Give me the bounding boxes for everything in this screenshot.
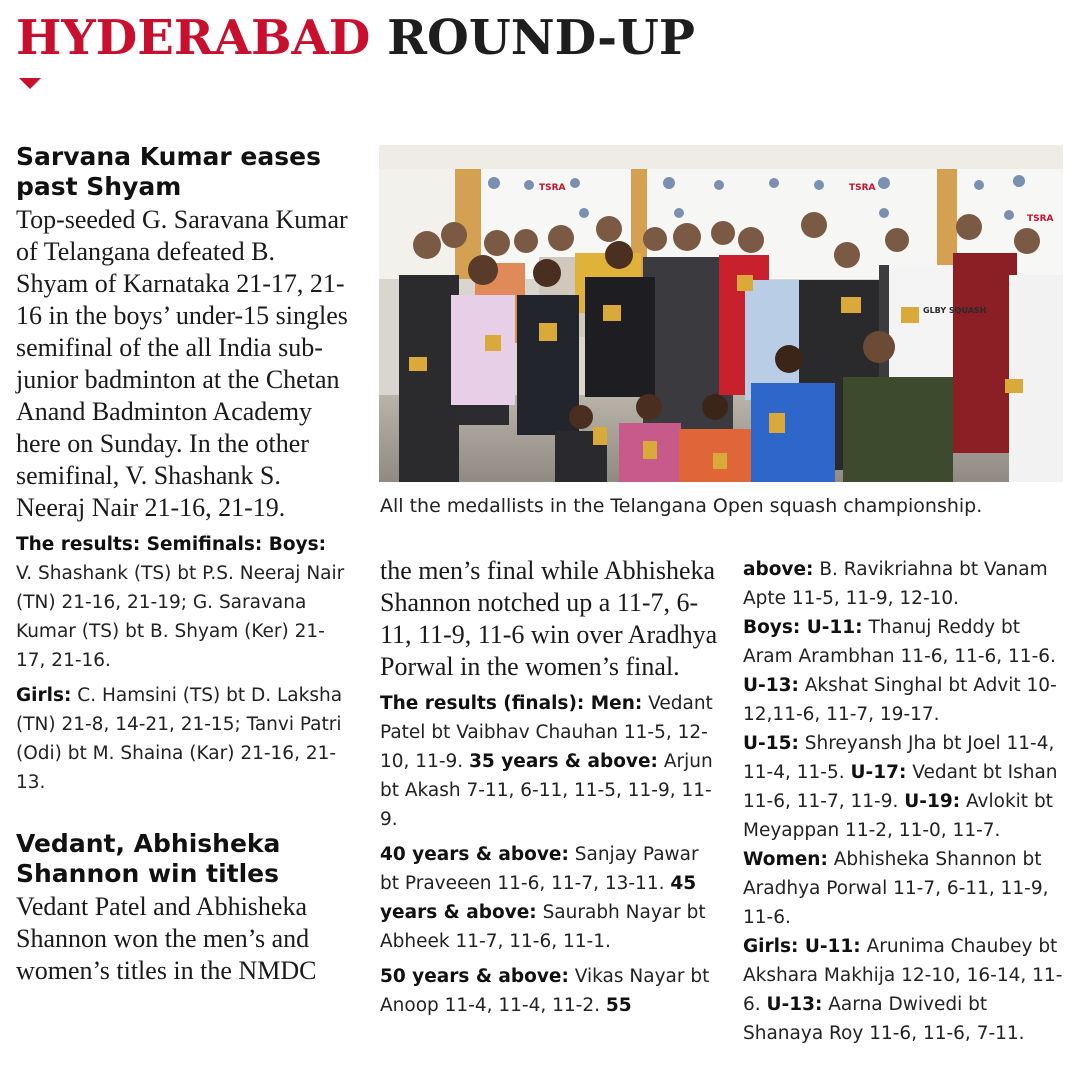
results-paragraph [380,962,720,1020]
results-text: Shreyansh Jha bt Joel 11-4, 11-4, 11-5. [743,733,1055,783]
masthead-city: HYDERABAD [16,10,371,66]
results-label: The results (finals): Men: [380,693,643,714]
column-middle [380,555,720,1020]
results-text: Avlokit bt Meyappan 11-2, 11-0, 11-7. [743,791,1053,841]
results-text: B. Ravikriahna bt Vanam Apte 11-5, 11-9, 12-10. [743,559,1048,609]
results-text: Abhisheka Shannon bt Aradhya Porwal 11-7, 6-11, 11-9, 11-6. [743,849,1049,928]
results-label: 40 years & above: [380,844,569,865]
story2-body-continued: the men’s final while Abhisheka Shannon notched up a 11-7, 6-11, 11-9, 11-6 win over Aradhya Porwal in the women’s final. [380,556,718,681]
results-text: Aarna Dwivedi bt Shanaya Roy 11-6, 11-6, 7-11. [743,994,1025,1044]
medallists-photo [379,145,1063,482]
story1-headline: Sarvana Kumar eases past Shyam [16,142,321,201]
results-paragraph [743,729,1068,845]
results-label: U-13: [766,994,823,1015]
results-text: Thanuj Reddy bt Aram Arambhan 11-6, 11-6, 11-6. [743,617,1056,667]
masthead-title: ROUND-UP [387,10,695,66]
results-paragraph [743,671,1068,729]
results-label: 45 years & above: [380,873,697,923]
photo-caption: All the medallists in the Telangana Open squash championship. [380,495,983,517]
results-paragraph [743,845,1068,932]
results-label: U-19: [904,791,961,812]
results-paragraph [743,932,1068,1048]
shirt-text: GLBY SQUASH [923,306,987,315]
story1-results-boys [16,530,348,675]
results-text: Sanjay Pawar bt Praveeen 11-6, 11-7, 13-11. [380,844,699,894]
results-paragraph [743,613,1068,671]
results-paragraph [380,689,720,834]
story1-body: Top-seeded G. Saravana Kumar of Telangana defeated B. Shyam of Karnataka 21-17, 21-16 in the boys’ under-15 singles semifinal of the all India sub-junior badminton at the Chetan Anand Badminton Academy here on Sunday. In the other semifinal, V. Shashank S. Neeraj Nair 21-16, 21-19. [16,205,348,522]
results-label: 35 years & above: [469,751,658,772]
section-marker-icon [19,78,41,89]
results-label: 50 years & above: [380,966,569,987]
results-text: Saurabh Nayar bt Abheek 11-7, 11-6, 11-1. [380,902,706,952]
results-text: Arunima Chaubey bt Akshara Makhija 12-10, 16-14, 11-6. [743,936,1063,1015]
results-text: Vedant bt Ishan 11-6, 11-7, 11-9. [743,762,1058,812]
results-paragraph [380,840,720,956]
results-text: Vedant Patel bt Vaibhav Chauhan 11-5, 12-10, 11-9. [380,693,713,772]
results-label: 55 [605,995,632,1016]
photo-illustration [379,145,1063,482]
results-text: C. Hamsini (TS) bt D. Laksha (TN) 21-8, 14-21, 21-15; Tanvi Patri (Odi) bt M. Shaina (Kar) 21-16, 21-13. [16,685,343,793]
results-label: Girls: [16,685,72,706]
banner-logo-text: TSRA [849,183,876,193]
results-text: V. Shashank (TS) bt P.S. Neeraj Nair (TN) 21-16, 21-19; G. Saravana Kumar (TS) bt B. Shyam (Ker) 21-17, 21-16. [16,563,345,671]
story1-results-girls [16,681,348,797]
results-paragraph [743,555,1068,613]
results-label: above: [743,559,814,580]
results-label: Boys: U-11: [743,617,863,638]
story2-body-start: Vedant Patel and Abhisheka Shannon won the men’s and women’s titles in the NMDC [16,892,317,985]
column-right [743,555,1068,1048]
column-left [16,142,348,987]
section-masthead [16,10,695,66]
banner-logo-text: TSRA [1027,214,1054,224]
results-label: Women: [743,849,828,870]
banner-logo-text: TSRA [539,183,566,193]
results-label: Girls: U-11: [743,936,861,957]
results-text: Arjun bt Akash 7-11, 6-11, 11-5, 11-9, 11-9. [380,751,713,830]
results-label: U-15: [743,733,799,754]
results-text: Vikas Nayar bt Anoop 11-4, 11-4, 11-2. [380,966,710,1016]
results-label: The results: Semifinals: Boys: [16,534,326,555]
results-text: Akshat Singhal bt Advit 10-12,11-6, 11-7, 19-17. [743,675,1057,725]
results-label: U-17: [850,762,907,783]
story2-headline: Vedant, Abhisheka Shannon win titles [16,829,281,888]
results-label: U-13: [743,675,799,696]
